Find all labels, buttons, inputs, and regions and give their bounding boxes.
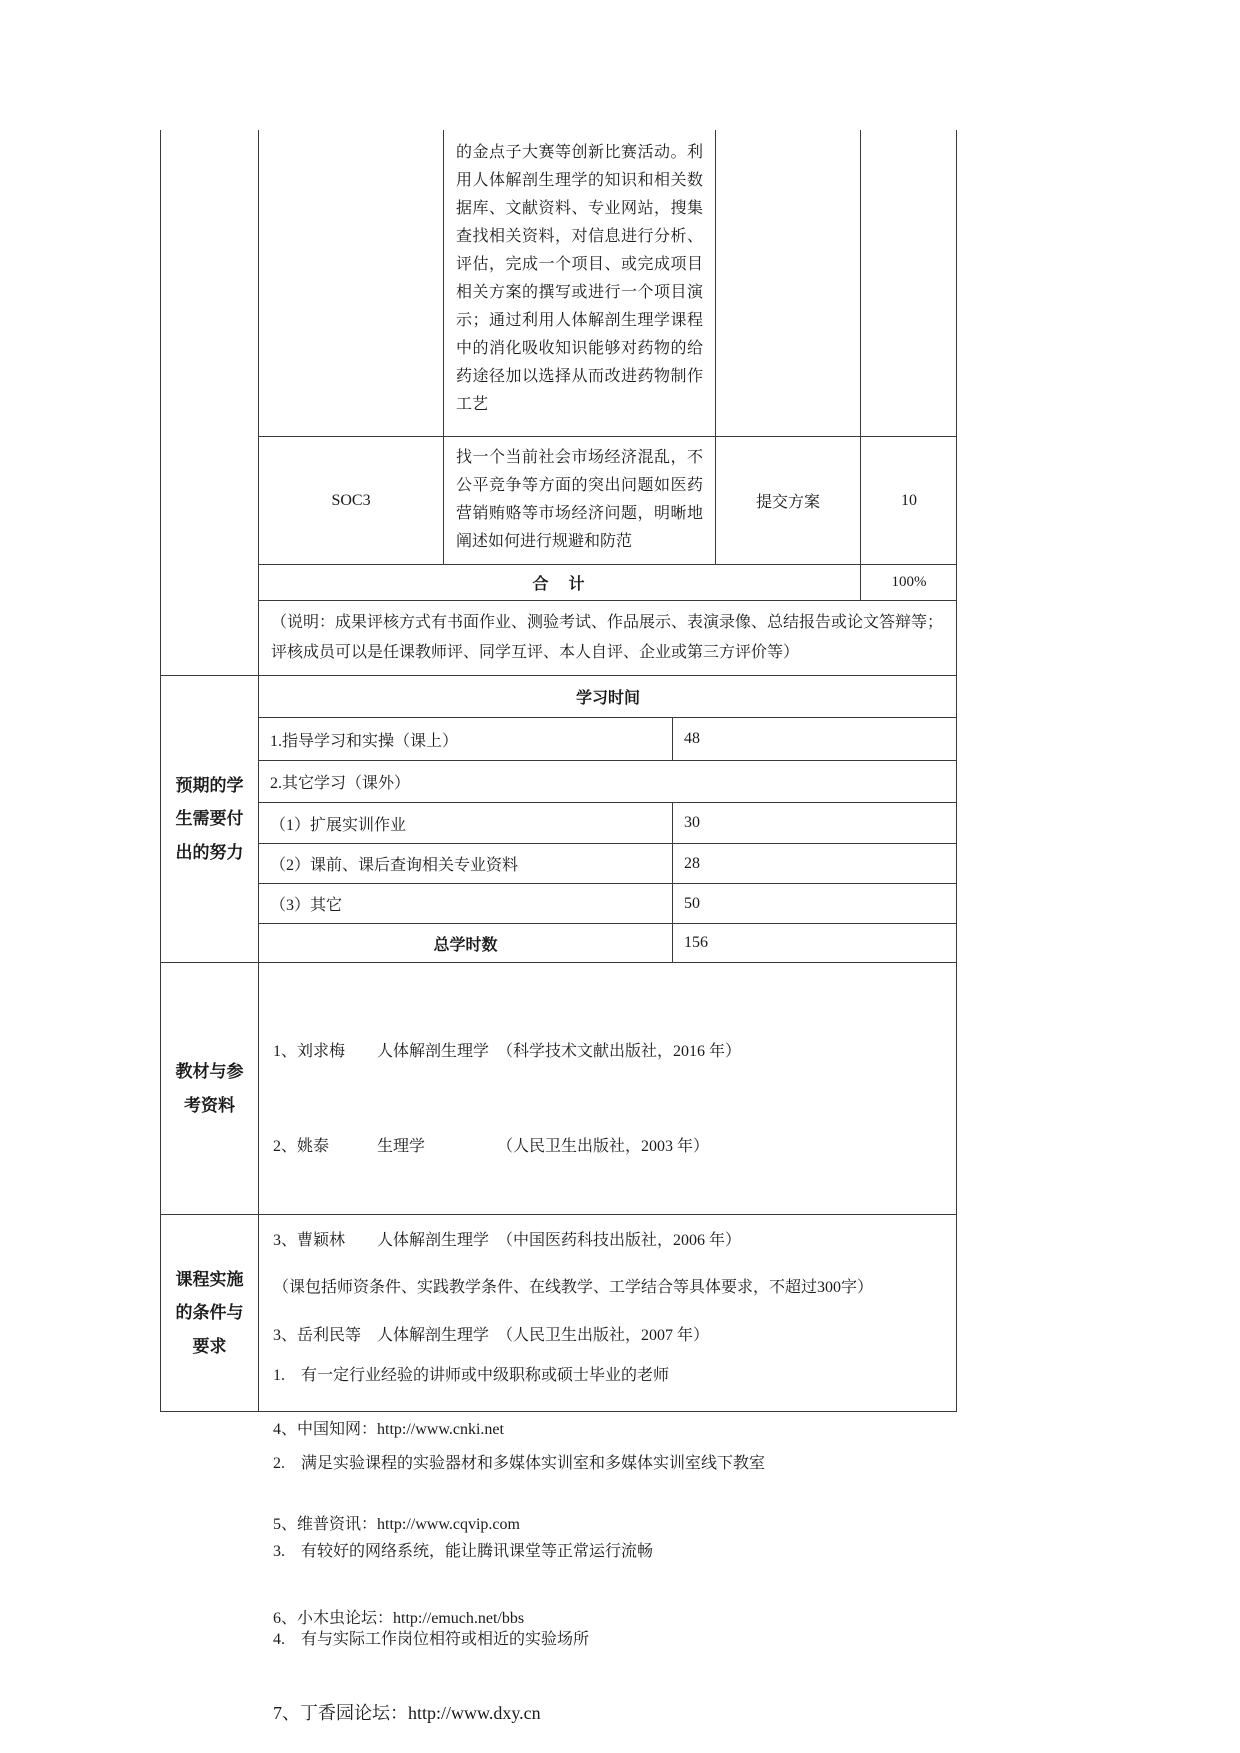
soc3-weight: 10 xyxy=(860,437,957,565)
assessment-note-row xyxy=(258,601,957,676)
reference-item-link: 7、丁香园论坛：http://www.dxy.cn xyxy=(273,1702,541,1723)
reference-item-link: 4、中国知网：http://www.cnki.net xyxy=(273,1421,504,1438)
assessment-note: （说明：成果评核方式有书面作业、测验考试、作品展示、表演录像、总结报告或论文答辩等；评核成员可以是任课教师评、同学互评、本人自评、企业或第三方评价等） xyxy=(258,601,957,676)
effort-sub2-row xyxy=(258,844,957,884)
soc3-method: 提交方案 xyxy=(715,437,860,565)
implementation-intro: （课包括师资条件、实践教学条件、在线教学、工学结合等具体要求，不超过300字） xyxy=(273,1279,874,1296)
materials-section-title: 教材与参考资料 xyxy=(160,963,258,1215)
effort-total-label: 总学时数 xyxy=(258,924,672,963)
effort-row2-label: 2.其它学习（课外） xyxy=(258,761,957,803)
implementation-item: 2. 满足实验课程的实验器材和多媒体实训室和多媒体实训室线下教室 xyxy=(273,1455,766,1472)
effort-row-guided xyxy=(258,718,957,761)
implementation-section-title: 课程实施的条件与要求 xyxy=(160,1215,258,1412)
assessment-total-row xyxy=(258,565,957,601)
effort-section-title: 预期的学生需要付出的努力 xyxy=(160,676,258,963)
reference-item-link: 6、小木虫论坛：http://emuch.net/bbs xyxy=(273,1610,525,1627)
implementation-item: 4. 有与实际工作岗位相符或相近的实验场所 xyxy=(273,1631,590,1648)
reference-item: 3、岳利民等 人体解剖生理学 （人民卫生出版社，2007 年） xyxy=(273,1326,710,1344)
effort-row1-value: 48 xyxy=(672,718,957,761)
reference-item: 1、刘求梅 人体解剖生理学 （科学技术文献出版社，2016 年） xyxy=(273,1043,742,1060)
assessment-continuation-row xyxy=(258,130,957,437)
effort-sub1-label: （1）扩展实训作业 xyxy=(258,803,672,844)
effort-sub3-label: （3）其它 xyxy=(258,884,672,924)
implementation-item: 1. 有一定行业经验的讲师或中级职称或硕士毕业的老师 xyxy=(273,1367,670,1384)
reference-item: 3、曹颖林 人体解剖生理学 （中国医药科技出版社，2006 年） xyxy=(273,1232,742,1249)
effort-sub1-row xyxy=(258,803,957,844)
effort-row-other xyxy=(258,761,957,803)
effort-row1-label: 1.指导学习和实操（课上） xyxy=(258,718,672,761)
effort-section xyxy=(160,676,956,963)
effort-sub3-row xyxy=(258,884,957,924)
effort-sub2-value: 28 xyxy=(672,844,957,884)
assessment-weight-cell-empty xyxy=(860,130,957,437)
effort-header-row xyxy=(258,676,957,718)
effort-time-header: 学习时间 xyxy=(258,676,957,718)
assessment-code-cell-empty xyxy=(258,130,443,437)
assessment-section xyxy=(160,130,956,676)
effort-sub2-label: （2）课前、课后查询相关专业资料 xyxy=(258,844,672,884)
reference-item: 2、姚泰 生理学 （人民卫生出版社，2003 年） xyxy=(273,1137,710,1155)
assessment-soc3-row xyxy=(258,437,957,565)
soc3-description: 找一个当前社会市场经济混乱，不公平竞争等方面的突出问题如医药营销贿赂等市场经济问题，明晰地阐述如何进行规避和防范 xyxy=(443,437,715,565)
effort-sub3-value: 50 xyxy=(672,884,957,924)
implementation-item: 3. 有较好的网络系统，能让腾讯课堂等正常运行流畅 xyxy=(273,1543,654,1560)
assessment-total-label: 合 计 xyxy=(258,565,860,601)
assessment-stub-empty xyxy=(160,130,258,676)
assessment-continuation-text: 的金点子大赛等创新比赛活动。利用人体解剖生理学的知识和相关数据库、文献资料、专业网站，搜集查找相关资料，对信息进行分析、评估，完成一个项目、或完成项目相关方案的撰写或进行一个项目演示；通过利用人体解剖生理学课程中的消化吸收知识能够对药物的给药途径加以选择从而改进药物制作工艺 xyxy=(443,130,715,437)
syllabus-table xyxy=(160,130,957,1723)
effort-total-row xyxy=(258,924,957,963)
assessment-method-cell-empty xyxy=(715,130,860,437)
effort-total-value: 156 xyxy=(672,924,957,963)
effort-sub1-value: 30 xyxy=(672,803,957,844)
soc3-code: SOC3 xyxy=(258,437,443,565)
reference-item-link: 5、维普资讯：http://www.cqvip.com xyxy=(273,1515,520,1533)
assessment-total-value: 100% xyxy=(860,565,957,601)
